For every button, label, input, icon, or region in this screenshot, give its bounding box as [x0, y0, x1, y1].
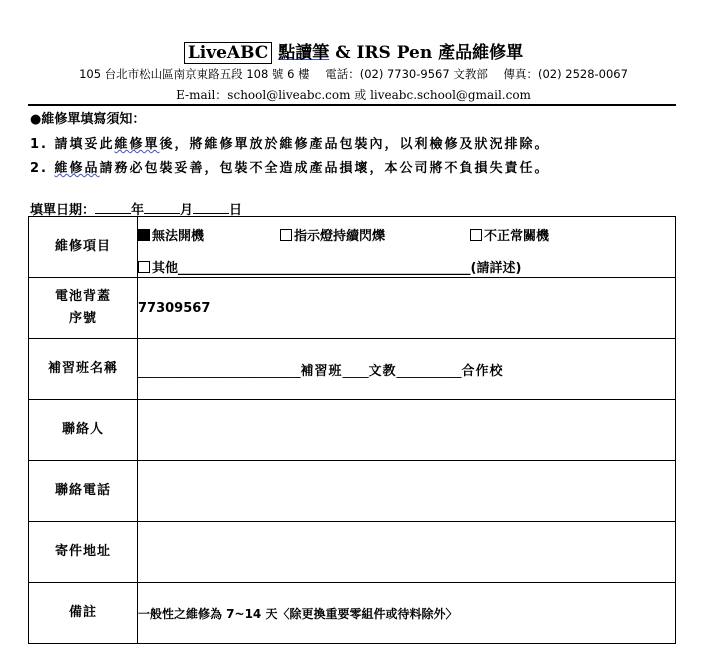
option-other[interactable]: 其他_____________________________________________(請詳述) — [138, 257, 521, 276]
product-pen: 點讀筆 — [278, 43, 330, 63]
day-input[interactable] — [193, 202, 229, 214]
notice-item-1: 1. 請填妥此維修單後，將維修單放於維修產品包裝內，以利檢修及狀況排除。 — [30, 137, 550, 152]
fill-date-label: 填單日期： — [30, 203, 96, 218]
table-row — [29, 461, 676, 522]
notice-item-2: 2. 維修品請務必包裝妥善，包裝不全造成產品損壞，本公司將不負損失責任。 — [30, 161, 550, 176]
table-row — [29, 217, 676, 278]
school-name-label: 補習班名稱 — [29, 339, 138, 400]
checkbox-icon[interactable] — [138, 261, 150, 273]
checkbox-icon[interactable] — [280, 229, 292, 241]
contact-phone-field[interactable] — [138, 461, 676, 522]
other-detail-line[interactable]: _____________________________________________ — [178, 261, 471, 276]
checkbox-icon[interactable] — [470, 229, 482, 241]
checkbox-checked-icon[interactable] — [138, 229, 150, 241]
serial-label: 電池背蓋 序號 — [29, 278, 138, 339]
option-cannot-power-on[interactable]: 無法開機 — [138, 225, 204, 244]
contact-person-field[interactable] — [138, 400, 676, 461]
repair-form-table — [28, 216, 676, 644]
company-phone: 電話：(02) 7730-9567 文教部 — [325, 67, 488, 81]
remark-value: 一般性之維修為 7~14 天〈除更換重要零組件或待料除外〉 — [138, 583, 676, 644]
fill-date-line: 填單日期： 年 月 日 — [30, 203, 243, 218]
company-fax: 傳真：(02) 2528-0067 — [503, 67, 628, 81]
serial-value[interactable]: 77309567 — [138, 278, 676, 339]
shipping-address-label: 寄件地址 — [29, 522, 138, 583]
company-email: E-mail：school@liveabc.com 或 liveabc.school@gmail.com — [176, 88, 531, 102]
month-input[interactable] — [144, 202, 180, 214]
option-abnormal-shutdown[interactable]: 不正常關機 — [470, 225, 549, 244]
year-input[interactable] — [95, 202, 131, 214]
remark-label: 備註 — [29, 583, 138, 644]
contact-person-label: 聯絡人 — [29, 400, 138, 461]
table-row — [29, 400, 676, 461]
notice-heading: ●維修單填寫須知： — [30, 112, 146, 127]
contact-phone-label: 聯絡電話 — [29, 461, 138, 522]
brand-name: LiveABC — [184, 42, 273, 64]
form-title — [0, 38, 707, 63]
table-row — [29, 278, 676, 339]
title-rest: & IRS Pen 產品維修單 — [335, 43, 524, 63]
table-row — [29, 522, 676, 583]
option-indicator-blinking[interactable]: 指示燈持續閃爍 — [280, 225, 385, 244]
school-name-field[interactable]: _________________________補習班____文教__________合作校 — [138, 339, 676, 400]
repair-options-cell — [138, 217, 676, 278]
company-contact-line — [0, 66, 707, 82]
shipping-address-field[interactable] — [138, 522, 676, 583]
repair-item-label: 維修項目 — [29, 217, 138, 278]
table-row — [29, 583, 676, 644]
table-row — [29, 339, 676, 400]
company-address: 105 台北市松山區南京東路五段 108 號 6 樓 — [79, 67, 310, 81]
header-divider — [28, 104, 676, 106]
